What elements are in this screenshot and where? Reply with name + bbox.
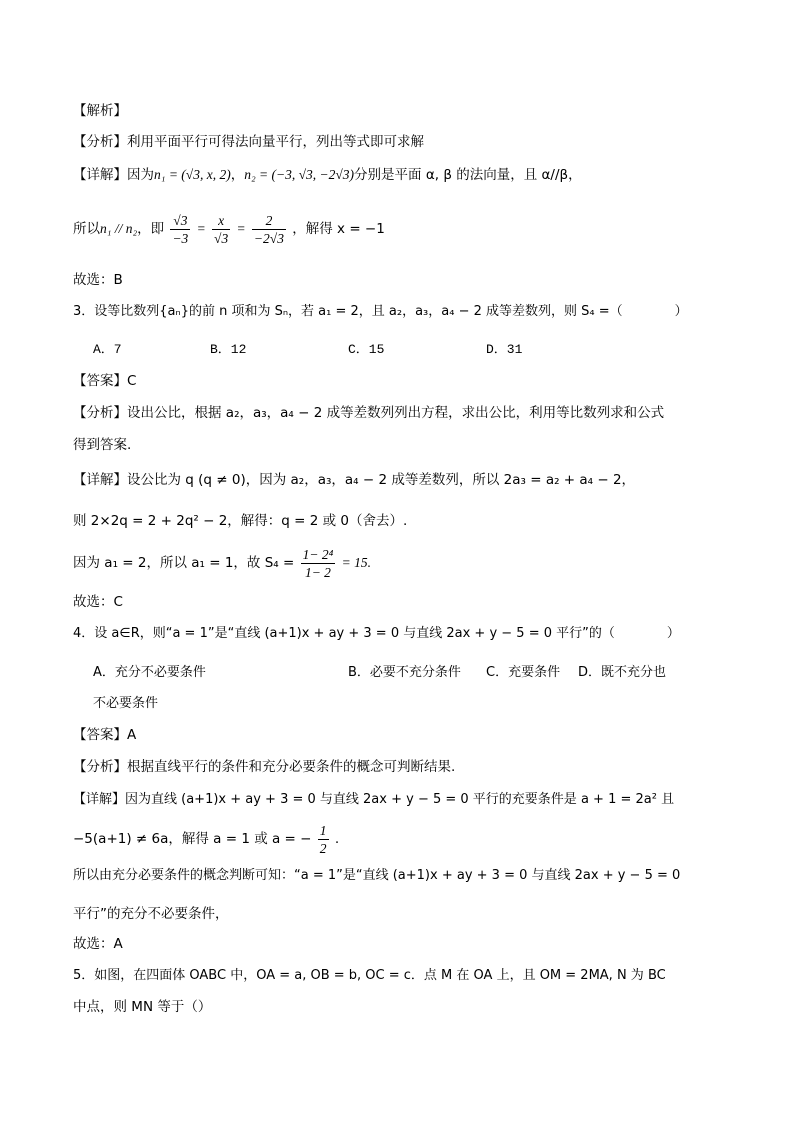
q2-detail-prefix: 【详解】因为: [73, 167, 154, 183]
q4-detail-line4: 平行”的充分不必要条件，: [73, 906, 229, 922]
q4-analysis: 【分析】根据直线平行的条件和充分必要条件的概念可判断结果.: [73, 759, 456, 775]
q3-detail-line2: 则 2×2q = 2 + 2q² − 2，解得：q = 2 或 0（舍去）.: [73, 513, 408, 529]
q2-fraction-1: $\frac{√3}{-3}$: [172, 213, 189, 246]
q3-selected-answer: 故选：C: [73, 594, 123, 610]
q4-detail-line1: 【详解】因为直线 (a+1)x + ay + 3 = 0 与直线 2ax + y − 5 = 0 平行的充要条件是 a + 1 = 2a² 且: [73, 792, 675, 807]
q4-selected-answer: 故选：A: [73, 936, 123, 952]
q2-fraction-2: $\frac{x}{√3}$: [214, 213, 229, 246]
q4-detail-line3: 所以由充分必要条件的概念判断可知：“a = 1”是“直线 (a+1)x + ay + 3 = 0 与直线 2ax + y − 5 = 0: [73, 868, 681, 883]
q4-stem: 4．设 a∈R，则“a = 1”是“直线 (a+1)x + ay + 3 = 0 与直线 2ax + y − 5 = 0 平行”的（ ）: [73, 626, 680, 641]
q2-separator: ，: [230, 167, 245, 183]
q3-detail3-prefix: 因为 a₁ = 2，所以 a₁ = 1，故 S₄ =: [73, 555, 295, 571]
q4-option-a: A．充分不必要条件: [93, 665, 206, 680]
q3-option-d: D．31: [486, 342, 523, 357]
q4-option-c: C．充要条件: [486, 665, 561, 680]
q2-n1-equation: n₁ = (√3, x, 2): [154, 167, 231, 182]
q4-detail-line2: [73, 822, 339, 857]
q2-fraction-3: $\frac{2}{-2√3}$: [253, 213, 284, 246]
q2-detail-line2: 所以n₁ // n₂，即 $\frac{√3}{-3}$ = $\frac{x}{√3}$ = $\frac{2}{-2√3}$ ，解得 x = −1: [73, 213, 385, 246]
q3-stem: 3．设等比数列{aₙ}的前 n 项和为 Sₙ，若 a₁ = 2，且 a₂，a₃，a₄ − 2 成等差数列，则 S₄ =（ ）: [73, 304, 688, 319]
q3-detail-line1: 【详解】设公比为 q (q ≠ 0)，因为 a₂，a₃，a₄ − 2 成等差数列，所以 2a₃ = a₂ + a₄ − 2，: [73, 472, 636, 488]
q3-answer-key: 【答案】C: [73, 373, 137, 389]
q4-option-b: B．必要不充分条件: [348, 665, 461, 680]
q2-analysis: 【分析】利用平面平行可得法向量平行，列出等式即可求解: [73, 134, 424, 150]
q3-option-c: C．15: [348, 342, 385, 357]
q2-detail-line1: [73, 165, 582, 185]
q4-option-d: D．既不充分也: [578, 665, 667, 680]
q4-detail2-suffix: .: [334, 831, 340, 847]
q3-option-b: B．12: [210, 342, 247, 357]
q4-answer-key: 【答案】A: [73, 727, 137, 743]
q2-parallel-vectors: n₁ // n₂: [100, 221, 138, 236]
q5-stem-line1: 5．如图，在四面体 OABC 中，OA = a, OB = b, OC = c．点 M 在 OA 上，且 OM = 2MA, N 为 BC: [73, 968, 666, 983]
q4-half-fraction: $\frac{1}{2}$: [319, 823, 327, 856]
q3-option-a: A．7: [93, 342, 122, 357]
analysis-heading: 【解析】: [73, 103, 127, 119]
q4-option-d-continued: 不必要条件: [93, 696, 159, 711]
q3-analysis-line1: 【分析】设出公比，根据 a₂，a₃，a₄ − 2 成等差数列列出方程，求出公比，利用等比数列求和公式: [73, 405, 665, 421]
q5-stem-line2: 中点，则 MN 等于（）: [73, 999, 212, 1015]
q4-detail2-prefix: −5(a+1) ≠ 6a，解得 a = 1 或 a = −: [73, 831, 312, 847]
q2-n2-equation: n₂ = (−3, √3, −2√3): [244, 167, 355, 182]
q3-detail3-suffix: = 15.: [341, 555, 371, 570]
q3-analysis-line2: 得到答案.: [73, 437, 132, 453]
q2-line2-prefix: 所以: [73, 221, 100, 237]
q2-line2-suffix: ，解得 x = −1: [292, 221, 385, 237]
q3-sum-fraction: $\frac{\text{1− 2⁴}}{1- 2}$: [302, 547, 334, 580]
q2-answer: 故选：B: [73, 272, 123, 288]
q2-line2-mid: ，即: [137, 221, 165, 237]
q3-detail-line3: [73, 546, 371, 581]
q2-detail-suffix: 分别是平面 α, β 的法向量，且 α//β，: [354, 167, 582, 183]
